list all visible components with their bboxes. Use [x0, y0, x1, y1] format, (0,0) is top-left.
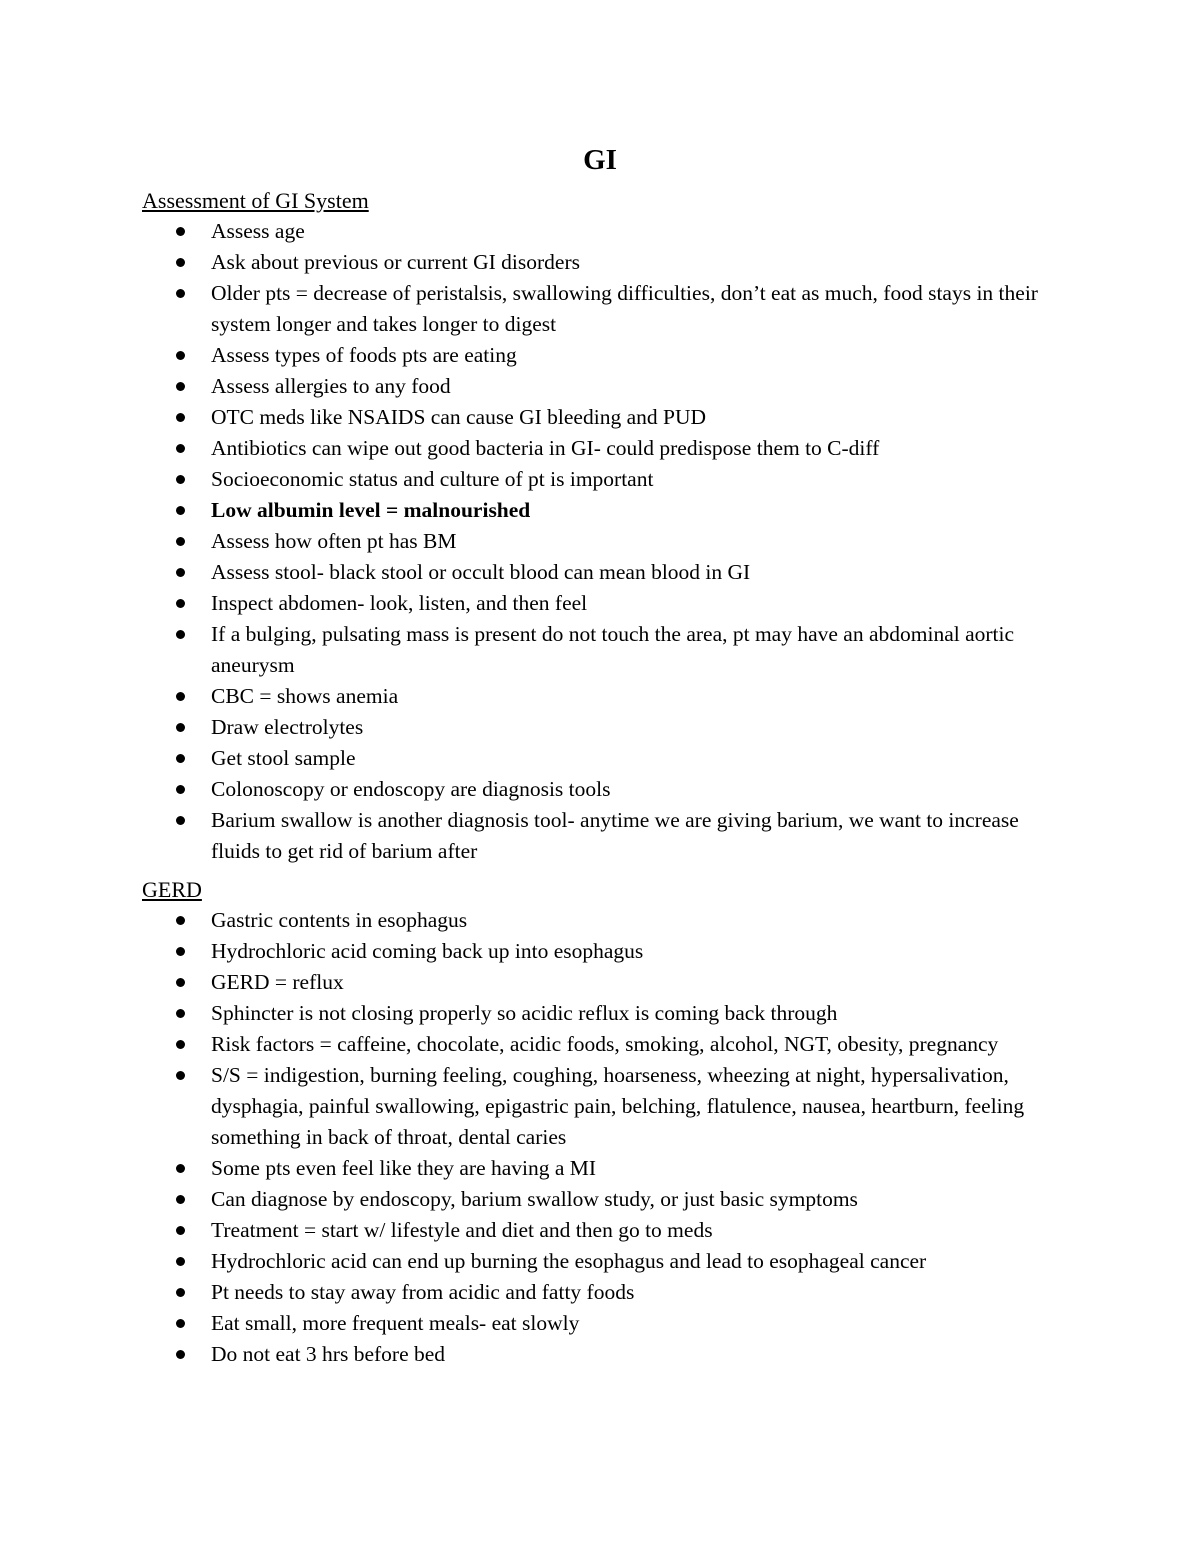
list-item: Low albumin level = malnourished [142, 495, 1062, 526]
bullet-icon [176, 947, 185, 956]
bullet-icon [176, 630, 185, 639]
document-title: GI [583, 144, 617, 176]
list-item: Draw electrolytes [142, 712, 1062, 743]
list-item: Assess how often pt has BM [142, 526, 1062, 557]
list-item: Barium swallow is another diagnosis tool- anytime we are giving barium, we want to increase fluids to get rid of barium after [142, 805, 1062, 867]
section-gerd [142, 874, 1062, 1370]
bullet-list-assessment [142, 216, 1062, 867]
list-item: Colonoscopy or endoscopy are diagnosis tools [142, 774, 1062, 805]
list-item: Inspect abdomen- look, listen, and then feel [142, 588, 1062, 619]
bullet-icon [176, 351, 185, 360]
list-item: Assess allergies to any food [142, 371, 1062, 402]
bullet-icon [176, 444, 185, 453]
bullet-icon [176, 1288, 185, 1297]
list-item: Hydrochloric acid coming back up into esophagus [142, 936, 1062, 967]
list-item: Eat small, more frequent meals- eat slowly [142, 1308, 1062, 1339]
bullet-icon [176, 1350, 185, 1359]
section-heading-gerd: GERD [142, 877, 202, 902]
list-item: Antibiotics can wipe out good bacteria in GI- could predispose them to C-diff [142, 433, 1062, 464]
list-item: If a bulging, pulsating mass is present do not touch the area, pt may have an abdominal aortic aneurysm [142, 619, 1062, 681]
bullet-icon [176, 475, 185, 484]
bullet-icon [176, 537, 185, 546]
list-item: CBC = shows anemia [142, 681, 1062, 712]
section-assessment [142, 185, 1062, 867]
bullet-icon [176, 289, 185, 298]
list-item: Assess types of foods pts are eating [142, 340, 1062, 371]
list-item: Pt needs to stay away from acidic and fatty foods [142, 1277, 1062, 1308]
list-item: Hydrochloric acid can end up burning the esophagus and lead to esophageal cancer [142, 1246, 1062, 1277]
bullet-icon [176, 227, 185, 236]
bullet-icon [176, 413, 185, 422]
list-item: GERD = reflux [142, 967, 1062, 998]
section-heading-assessment: Assessment of GI System [142, 188, 369, 213]
list-item: Risk factors = caffeine, chocolate, acidic foods, smoking, alcohol, NGT, obesity, pregnancy [142, 1029, 1062, 1060]
list-item: S/S = indigestion, burning feeling, coughing, hoarseness, wheezing at night, hypersalivation, dysphagia, painful swallowing, epigastric pain, belching, flatulence, nausea, heartburn, feeling something in back of throat, dental caries [142, 1060, 1062, 1153]
list-item: Sphincter is not closing properly so acidic reflux is coming back through [142, 998, 1062, 1029]
bullet-list-gerd [142, 905, 1062, 1370]
bullet-icon [176, 1319, 185, 1328]
bullet-icon [176, 258, 185, 267]
bullet-icon [176, 1195, 185, 1204]
list-item: Do not eat 3 hrs before bed [142, 1339, 1062, 1370]
list-item: Ask about previous or current GI disorders [142, 247, 1062, 278]
bullet-icon [176, 1226, 185, 1235]
bullet-icon [176, 754, 185, 763]
bullet-icon [176, 1009, 185, 1018]
list-item: Some pts even feel like they are having a MI [142, 1153, 1062, 1184]
list-item: Socioeconomic status and culture of pt is important [142, 464, 1062, 495]
list-item: Can diagnose by endoscopy, barium swallow study, or just basic symptoms [142, 1184, 1062, 1215]
bullet-icon [176, 785, 185, 794]
list-item: Assess age [142, 216, 1062, 247]
bullet-icon [176, 692, 185, 701]
list-item: Older pts = decrease of peristalsis, swallowing difficulties, don’t eat as much, food stays in their system longer and takes longer to digest [142, 278, 1062, 340]
bullet-icon [176, 568, 185, 577]
list-item: Assess stool- black stool or occult blood can mean blood in GI [142, 557, 1062, 588]
list-item: Gastric contents in esophagus [142, 905, 1062, 936]
bullet-icon [176, 723, 185, 732]
bullet-icon [176, 978, 185, 987]
bullet-icon [176, 1257, 185, 1266]
bullet-icon [176, 916, 185, 925]
bullet-icon [176, 1071, 185, 1080]
bullet-icon [176, 599, 185, 608]
bullet-icon [176, 506, 185, 515]
bullet-icon [176, 1040, 185, 1049]
bullet-icon [176, 816, 185, 825]
bullet-icon [176, 1164, 185, 1173]
bullet-icon [176, 382, 185, 391]
list-item: OTC meds like NSAIDS can cause GI bleeding and PUD [142, 402, 1062, 433]
list-item: Treatment = start w/ lifestyle and diet and then go to meds [142, 1215, 1062, 1246]
list-item: Get stool sample [142, 743, 1062, 774]
